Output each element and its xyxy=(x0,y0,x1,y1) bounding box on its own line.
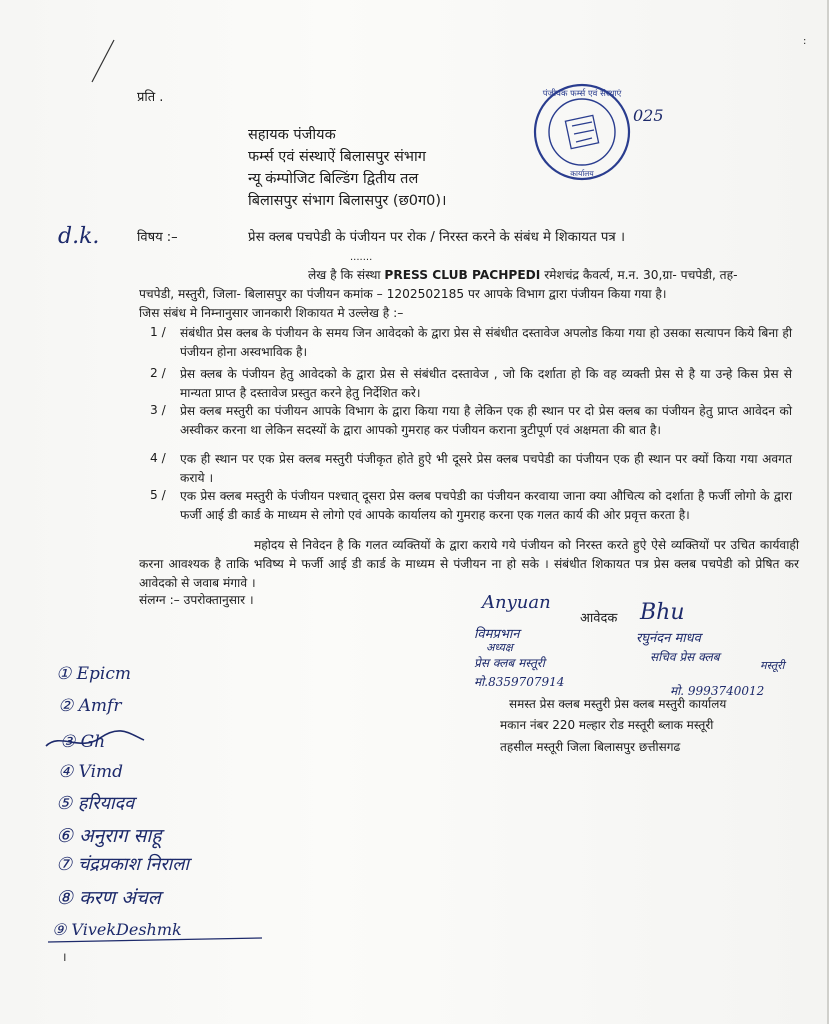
handwritten-note: रघुनंदन माधव xyxy=(636,631,701,646)
club-name: PRESS CLUB PACHPEDI xyxy=(384,268,541,282)
handwritten-phone: मो. 9993740012 xyxy=(670,684,765,698)
applicant-label: आवेदक xyxy=(580,611,618,626)
signatory-entry: ⑥ अनुराग साहू xyxy=(56,825,162,847)
intro-line-1 xyxy=(308,268,738,283)
handwritten-note: सचिव प्रेस क्लब xyxy=(650,650,720,664)
scribble-signature xyxy=(40,726,150,756)
intro-line-2 xyxy=(139,287,666,302)
point-text: एक प्रेस क्लब मस्तुरी के पंजीयन पश्चात् दूसरा प्रेस क्लब पचपेडी का पंजीयन करवाया जाना क्या औचित्य को दर्शाता है फर्जी लोगो के द्वारा फर्जी आई डी कार्ड के माध्यम से लोगो एवं आपके कार्यालय को गुमराह करना एक गलत कार्य की ओर प्रवृत्त करता है। xyxy=(180,489,792,522)
svg-text:पंजीयक फर्म्स एवं संस्थाएं: पंजीयक फर्म्स एवं संस्थाएं xyxy=(542,89,622,99)
pen-mark xyxy=(88,38,118,84)
handwritten-note: अध्यक्ष xyxy=(486,641,513,654)
enclosure-line: संलग्न :– उपरोक्तानुसार । xyxy=(139,593,254,607)
point-number: 4 / xyxy=(150,451,166,465)
signatory-entry: ② Amfr xyxy=(58,696,122,716)
subject-label: विषय :– xyxy=(137,230,178,245)
recipient-address xyxy=(248,124,447,212)
salutation: प्रति . xyxy=(137,90,164,105)
signatory-entry: ⑦ चंद्रप्रकाश निराला xyxy=(56,854,190,875)
point-number: 3 / xyxy=(150,403,166,417)
point-text: प्रेस क्लब के पंजीयन हेतु आवेदको के द्वारा प्रेस से संबंधीत दस्तावेज , जो कि दर्शाता हो कि वह व्यक्ती प्रेस से है या उन्हे किस प्रेस से मान्यता प्राप्त है दस्तावेज प्रस्तुत करने हेतु निर्देशित करे। xyxy=(180,367,792,400)
address-line: सहायक पंजीयक xyxy=(248,127,336,143)
intro-line-3: जिस संबंध मे निम्नानुसार जानकारी शिकायत मे उल्लेख है :– xyxy=(139,306,404,320)
signatory-entry: ③ Gh xyxy=(60,732,106,752)
second-signature: Bhu xyxy=(640,600,685,625)
svg-text:कार्यालय: कार्यालय xyxy=(570,169,594,178)
organization-line: समस्त प्रेस क्लब मस्तुरी प्रेस क्लब मस्तुरी कार्यालय xyxy=(509,697,727,711)
address-line: बिलासपुर संभाग बिलासपुर (छ0ग0)। xyxy=(248,193,447,209)
stamp-handwritten-number: 025 xyxy=(633,106,664,125)
organization-line: तहसील मस्तूरी जिला बिलासपुर छत्तीसगढ xyxy=(500,740,681,754)
marginal-initials: d.k. xyxy=(58,224,100,249)
point-text: एक ही स्थान पर एक प्रेस क्लब मस्तुरी पंजीकृत होते हुऐ भी दूसरे प्रेस क्लब पचपेडी का पंजीयन एक ही स्थान पर क्यों किया गया अवगत कराये । xyxy=(180,452,792,485)
handwritten-note: प्रेस क्लब मस्तूरी xyxy=(474,656,545,670)
signatory-entry: ⑨ VivekDeshmk xyxy=(52,920,182,939)
handwritten-note: मस्तूरी xyxy=(760,659,785,672)
intro-lead: लेख है कि संस्था xyxy=(308,268,381,282)
intro-tail: रमेशचंद्र कैवर्त्य, म.न. 30,ग्रा- पचपेडी, तह- xyxy=(544,268,738,282)
signatory-entry: ④ Vimd xyxy=(58,762,124,782)
handwritten-phone: मो.8359707914 xyxy=(474,675,565,689)
point-text: संबंधीत प्रेस क्लब के पंजीयन के समय जिन आवेदको के द्वारा प्रेस से संबंधीत दस्तावेज अपलोड किया गया हो उसका सत्यापन किये बिना ही पंजीयन होना अस्वभाविक है। xyxy=(180,326,792,359)
point-number: 5 / xyxy=(150,488,166,502)
signatory-entry: ⑧ करण अंचल xyxy=(56,887,161,909)
address-line: न्यू कंम्पोजिट बिल्डिंग द्वितीय तल xyxy=(248,171,419,187)
subject-text: प्रेस क्लब पचपेडी के पंजीयन पर रोक / निरस्त करने के संबंध मे शिकायत पत्र । xyxy=(248,230,625,245)
underline-stroke xyxy=(46,934,266,946)
corner-mark: : xyxy=(803,36,807,47)
point-number: 1 / xyxy=(150,325,166,339)
handwritten-note: विमप्रभान xyxy=(474,627,520,642)
intro-line2a: पचपेडी, मस्तुरी, जिला- बिलासपुर का पंजीयन कमांक – xyxy=(139,287,383,301)
dots: ....... xyxy=(350,252,373,263)
applicant-signature: Anyuan xyxy=(482,592,551,613)
intro-line2b: पर आपके विभाग द्वारा पंजीयन किया गया है। xyxy=(467,287,667,301)
signatory-entry: ① Epicm xyxy=(56,664,132,684)
organization-line: मकान नंबर 220 मल्हार रोड मस्तूरी ब्लाक मस्तूरी xyxy=(500,718,714,732)
request-paragraph: महोदय से निवेदन है कि गलत व्यक्तियों के द्वारा कराये गये पंजीयन को निरस्त करते हुऐ ऐसे व्यक्तियों पर उचित कार्यवाही करना आवश्यक है ताकि भविष्य मे फर्जी आई डी कार्ड के माध्यम से पंजीयन ना हो सके । संबंधीत शिकायत पत्र प्रेस क्लब पचपेडी को प्रेषित कर आवेदको से जवाब मंगावे । xyxy=(139,538,799,590)
point-text: प्रेस क्लब मस्तुरी का पंजीयन आपके विभाग के द्वारा किया गया है लेकिन एक ही स्थान पर दो प्रेस क्लब का पंजीयन हेतु प्राप्त आवेदन को अस्वीकर करना था लेकिन सदस्यों के द्वारा आपको गुमराह कर पंजीयन कराना त्रुटीपूर्ण एवं अक्षमता की बात है। xyxy=(180,404,792,437)
stray-mark: । xyxy=(62,950,67,964)
address-line: फर्म्स एवं संस्थाऐं बिलासपुर संभाग xyxy=(248,149,426,165)
point-number: 2 / xyxy=(150,366,166,380)
registration-number: 1202502185 xyxy=(386,287,465,301)
signatory-entry: ⑤ हरियादव xyxy=(56,793,135,814)
registrar-seal-stamp xyxy=(532,82,632,182)
